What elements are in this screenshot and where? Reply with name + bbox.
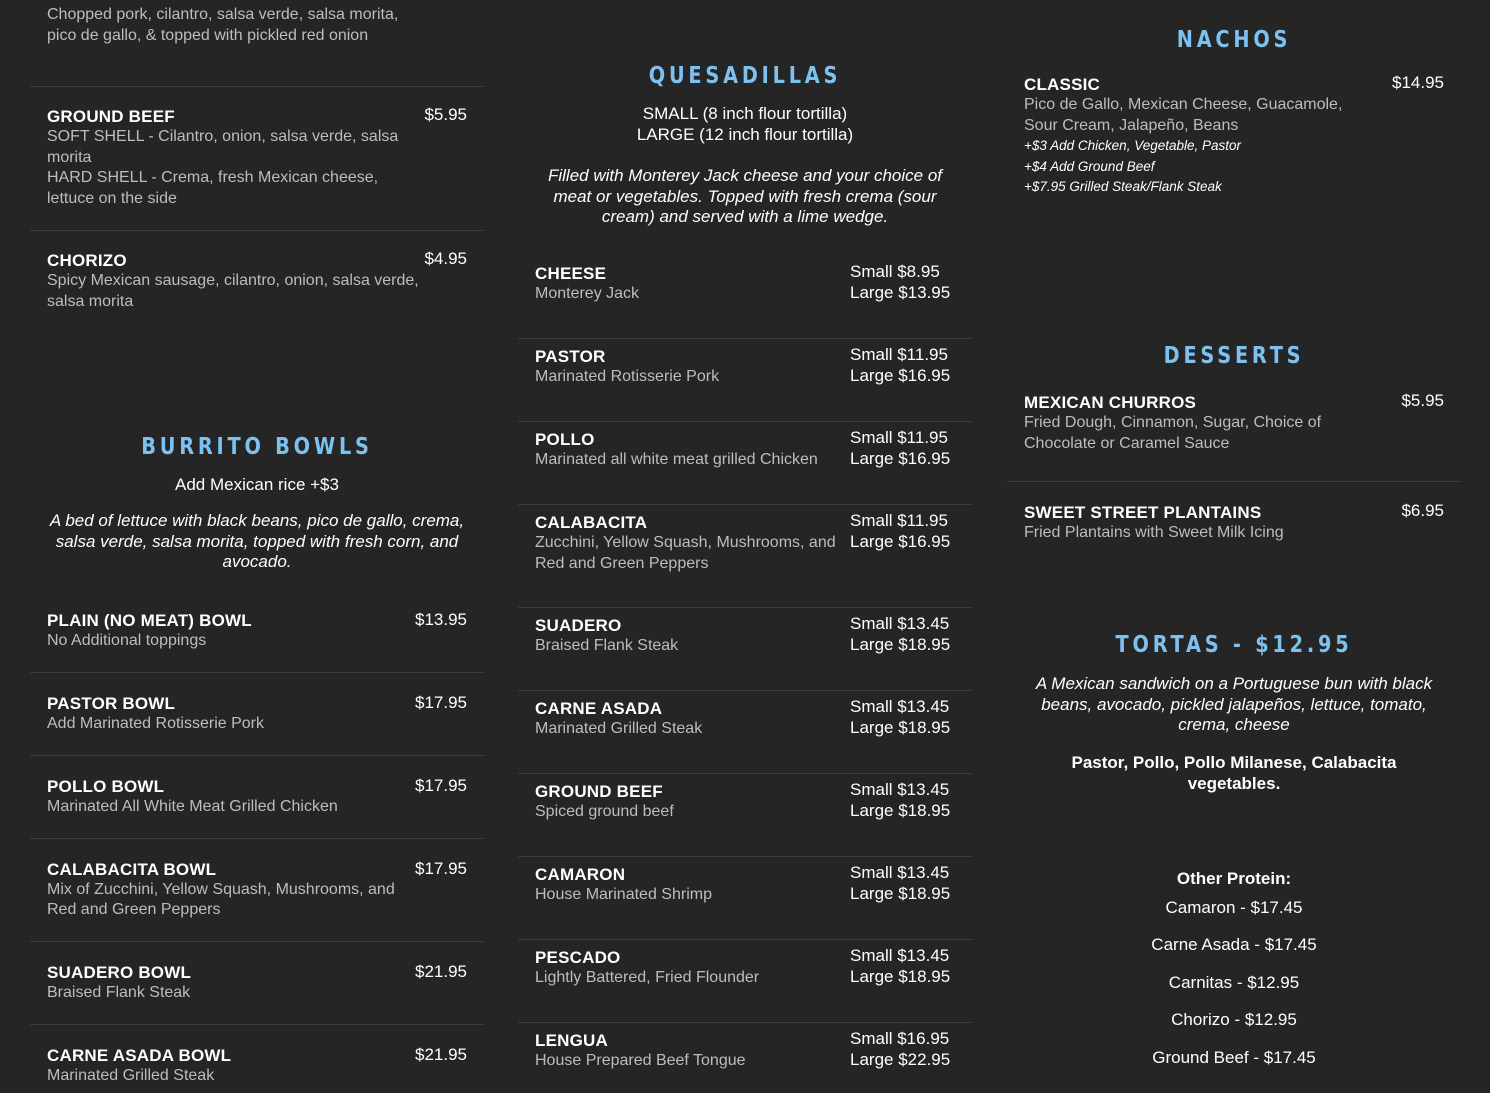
section-title: NACHOS xyxy=(1176,27,1292,53)
menu-item xyxy=(1007,369,1461,482)
menu-item xyxy=(518,774,972,857)
item-name: PASTOR xyxy=(535,347,606,366)
menu-item xyxy=(518,256,972,339)
section-title: DESSERTS xyxy=(1163,343,1305,369)
item-name: CALABACITA BOWL xyxy=(47,859,217,879)
quesadilla-list xyxy=(518,256,972,1093)
menu-item xyxy=(30,231,484,431)
item-name: CHEESE xyxy=(535,264,607,283)
item-extra: +$4 Add Ground Beef xyxy=(1024,158,1155,174)
item-description: Marinated all white meat grilled Chicken xyxy=(535,451,818,468)
item-price-small: Small $13.45 xyxy=(850,863,950,882)
item-price-small: Small $11.95 xyxy=(850,345,948,364)
item-price-large: Large $16.95 xyxy=(850,449,951,468)
menu-item xyxy=(30,756,484,839)
item-price-small: Small $13.45 xyxy=(850,946,950,965)
section-title: QUESADILLAS xyxy=(648,63,842,89)
tortas-section xyxy=(1007,632,1461,1076)
item-description: Pico de Gallo, Mexican Cheese, Guacamole, Sour Cream, Jalapeño, Beans xyxy=(1024,96,1343,134)
item-name: LENGUA xyxy=(535,1031,608,1050)
item-name: CARNE ASADA xyxy=(535,699,663,718)
nachos-section xyxy=(1007,0,1461,53)
item-description: Fried Plantains with Sweet Milk Icing xyxy=(1024,524,1284,541)
item-description: No Additional toppings xyxy=(47,631,207,649)
menu-item xyxy=(518,422,972,505)
section-subtitle: Add Mexican rice +$3 xyxy=(175,475,339,494)
protein-option: Chorizo - $12.95 xyxy=(1171,1010,1297,1029)
burrito-bowls-section xyxy=(30,434,484,573)
item-price: $14.95 xyxy=(1392,73,1444,92)
item-price-small: Small $13.45 xyxy=(850,697,950,716)
other-protein-label: Other Protein: xyxy=(1176,868,1292,888)
item-extra: +$3 Add Chicken, Vegetable, Pastor xyxy=(1024,138,1242,153)
item-name: CALABACITA xyxy=(535,513,648,532)
other-protein-list xyxy=(1007,889,1461,1077)
item-price-large: Large $18.95 xyxy=(850,801,951,820)
item-name: PASTOR BOWL xyxy=(47,693,176,713)
item-price-large: Large $13.95 xyxy=(850,283,951,302)
item-name: MEXICAN CHURROS xyxy=(1024,393,1197,412)
item-price-small: Small $13.45 xyxy=(850,614,950,633)
item-price-large: Large $22.95 xyxy=(850,1050,951,1069)
item-name: PESCADO xyxy=(535,948,621,967)
item-description: Chopped pork, cilantro, salsa verde, salsa morita, pico de gallo, & topped with pickled red onion xyxy=(47,6,399,44)
item-description: Add Marinated Rotisserie Pork xyxy=(47,714,264,732)
item-name: PLAIN (NO MEAT) BOWL xyxy=(47,610,252,630)
section-description: Filled with Monterey Jack cheese and your choice of meat or vegetables. Topped with fresh crema (sour cream) and served with a lime wedge. xyxy=(547,166,943,226)
item-price: $17.95 xyxy=(415,775,467,795)
item-price: $21.95 xyxy=(415,1044,467,1064)
item-name: SWEET STREET PLANTAINS xyxy=(1024,503,1262,522)
item-price-small: Small $8.95 xyxy=(850,262,940,281)
item-name: GROUND BEEF xyxy=(535,782,663,801)
item-price: $21.95 xyxy=(415,961,467,981)
item-price: $4.95 xyxy=(424,249,467,268)
menu-item xyxy=(30,1025,484,1085)
item-price: $6.95 xyxy=(1401,501,1444,520)
protein-option: Carne Asada - $17.45 xyxy=(1151,935,1317,954)
menu-item xyxy=(518,857,972,940)
item-name: CARNE ASADA BOWL xyxy=(47,1045,232,1065)
item-price-large: Large $18.95 xyxy=(850,635,951,654)
item-description: Braised Flank Steak xyxy=(47,983,191,1001)
item-description: Marinated Grilled Steak xyxy=(535,720,703,737)
item-description: Spiced ground beef xyxy=(535,803,674,820)
item-description: House Prepared Beef Tongue xyxy=(535,1052,746,1069)
item-description: HARD SHELL - Crema, fresh Mexican cheese, lettuce on the side xyxy=(47,169,379,207)
item-price-small: Small $11.95 xyxy=(850,511,948,530)
item-description: Marinated Grilled Steak xyxy=(47,1066,215,1084)
item-price-small: Small $16.95 xyxy=(850,1029,950,1048)
menu-item xyxy=(518,691,972,774)
item-price: $17.95 xyxy=(415,858,467,878)
menu-item xyxy=(30,839,484,942)
menu-item xyxy=(1007,53,1461,343)
item-description: Braised Flank Steak xyxy=(535,637,679,654)
item-description: Spicy Mexican sausage, cilantro, onion, salsa verde, salsa morita xyxy=(47,272,419,310)
item-price-large: Large $18.95 xyxy=(850,967,951,986)
item-extra: +$7.95 Grilled Steak/Flank Steak xyxy=(1024,179,1222,194)
item-name: SUADERO xyxy=(535,616,622,635)
menu-item xyxy=(30,673,484,756)
right-column xyxy=(1007,0,1461,1076)
item-description: Lightly Battered, Fried Flounder xyxy=(535,969,760,986)
item-name: POLLO xyxy=(535,430,595,449)
item-description: Marinated All White Meat Grilled Chicken xyxy=(47,797,338,815)
section-description: A Mexican sandwich on a Portuguese bun with black beans, avocado, pickled jalapeños, lettuce, tomato, crema, cheese xyxy=(1035,674,1433,734)
item-price-large: Large $18.95 xyxy=(850,884,951,903)
item-name: GROUND BEEF xyxy=(47,107,175,126)
section-title: TORTAS - $12.95 xyxy=(1115,632,1353,658)
item-description: Mix of Zucchini, Yellow Squash, Mushrooms, and Red and Green Peppers xyxy=(47,880,395,918)
item-price: $5.95 xyxy=(1401,391,1444,410)
desserts-section xyxy=(1007,343,1461,369)
item-price-small: Small $13.45 xyxy=(850,780,950,799)
item-price: $17.95 xyxy=(415,692,467,712)
item-price-small: Small $11.95 xyxy=(850,428,948,447)
item-price-large: Large $16.95 xyxy=(850,366,951,385)
left-column xyxy=(30,0,484,1085)
item-price: $5.95 xyxy=(424,105,467,124)
item-price-large: Large $18.95 xyxy=(850,718,951,737)
menu-item xyxy=(518,339,972,422)
item-description: Monterey Jack xyxy=(535,285,640,302)
menu-item xyxy=(518,505,972,608)
size-large-note: LARGE (12 inch flour tortilla) xyxy=(636,125,854,144)
menu-item xyxy=(30,0,484,87)
item-description: Marinated Rotisserie Pork xyxy=(535,368,720,385)
item-price-large: Large $16.95 xyxy=(850,532,951,551)
protein-option: Ground Beef - $17.45 xyxy=(1152,1047,1316,1067)
item-name: CHORIZO xyxy=(47,251,127,270)
menu-item xyxy=(518,1023,972,1093)
quesadillas-section xyxy=(518,0,972,166)
item-name: CLASSIC xyxy=(1024,75,1101,94)
protein-option: Camaron - $17.45 xyxy=(1165,897,1303,917)
item-price: $13.95 xyxy=(415,609,467,629)
item-description: House Marinated Shrimp xyxy=(535,886,712,903)
menu-item xyxy=(30,590,484,673)
item-description: SOFT SHELL - Cilantro, onion, salsa verde, salsa morita xyxy=(47,128,399,166)
menu-item xyxy=(30,942,484,1025)
menu-item xyxy=(518,940,972,1023)
burrito-bowl-list xyxy=(30,590,484,1085)
item-name: CAMARON xyxy=(535,865,626,884)
protein-option: Carnitas - $12.95 xyxy=(1168,972,1300,992)
item-name: SUADERO BOWL xyxy=(47,962,192,982)
item-description: Zucchini, Yellow Squash, Mushrooms, and Red and Green Peppers xyxy=(535,534,836,572)
section-description: A bed of lettuce with black beans, pico de gallo, crema, salsa verde, salsa morita, topped with fresh corn, and avocado. xyxy=(49,511,465,571)
item-name: POLLO BOWL xyxy=(47,776,165,796)
tortas-options: Pastor, Pollo, Pollo Milanese, Calabacita vegetables. xyxy=(1071,752,1397,793)
menu-item xyxy=(30,87,484,231)
size-small-note: SMALL (8 inch flour tortilla) xyxy=(642,104,848,123)
menu-item xyxy=(1007,482,1461,632)
middle-column xyxy=(518,0,972,1093)
section-title: BURRITO BOWLS xyxy=(141,434,373,460)
item-description: Fried Dough, Cinnamon, Sugar, Choice of Chocolate or Caramel Sauce xyxy=(1024,414,1322,452)
menu-item xyxy=(518,608,972,691)
